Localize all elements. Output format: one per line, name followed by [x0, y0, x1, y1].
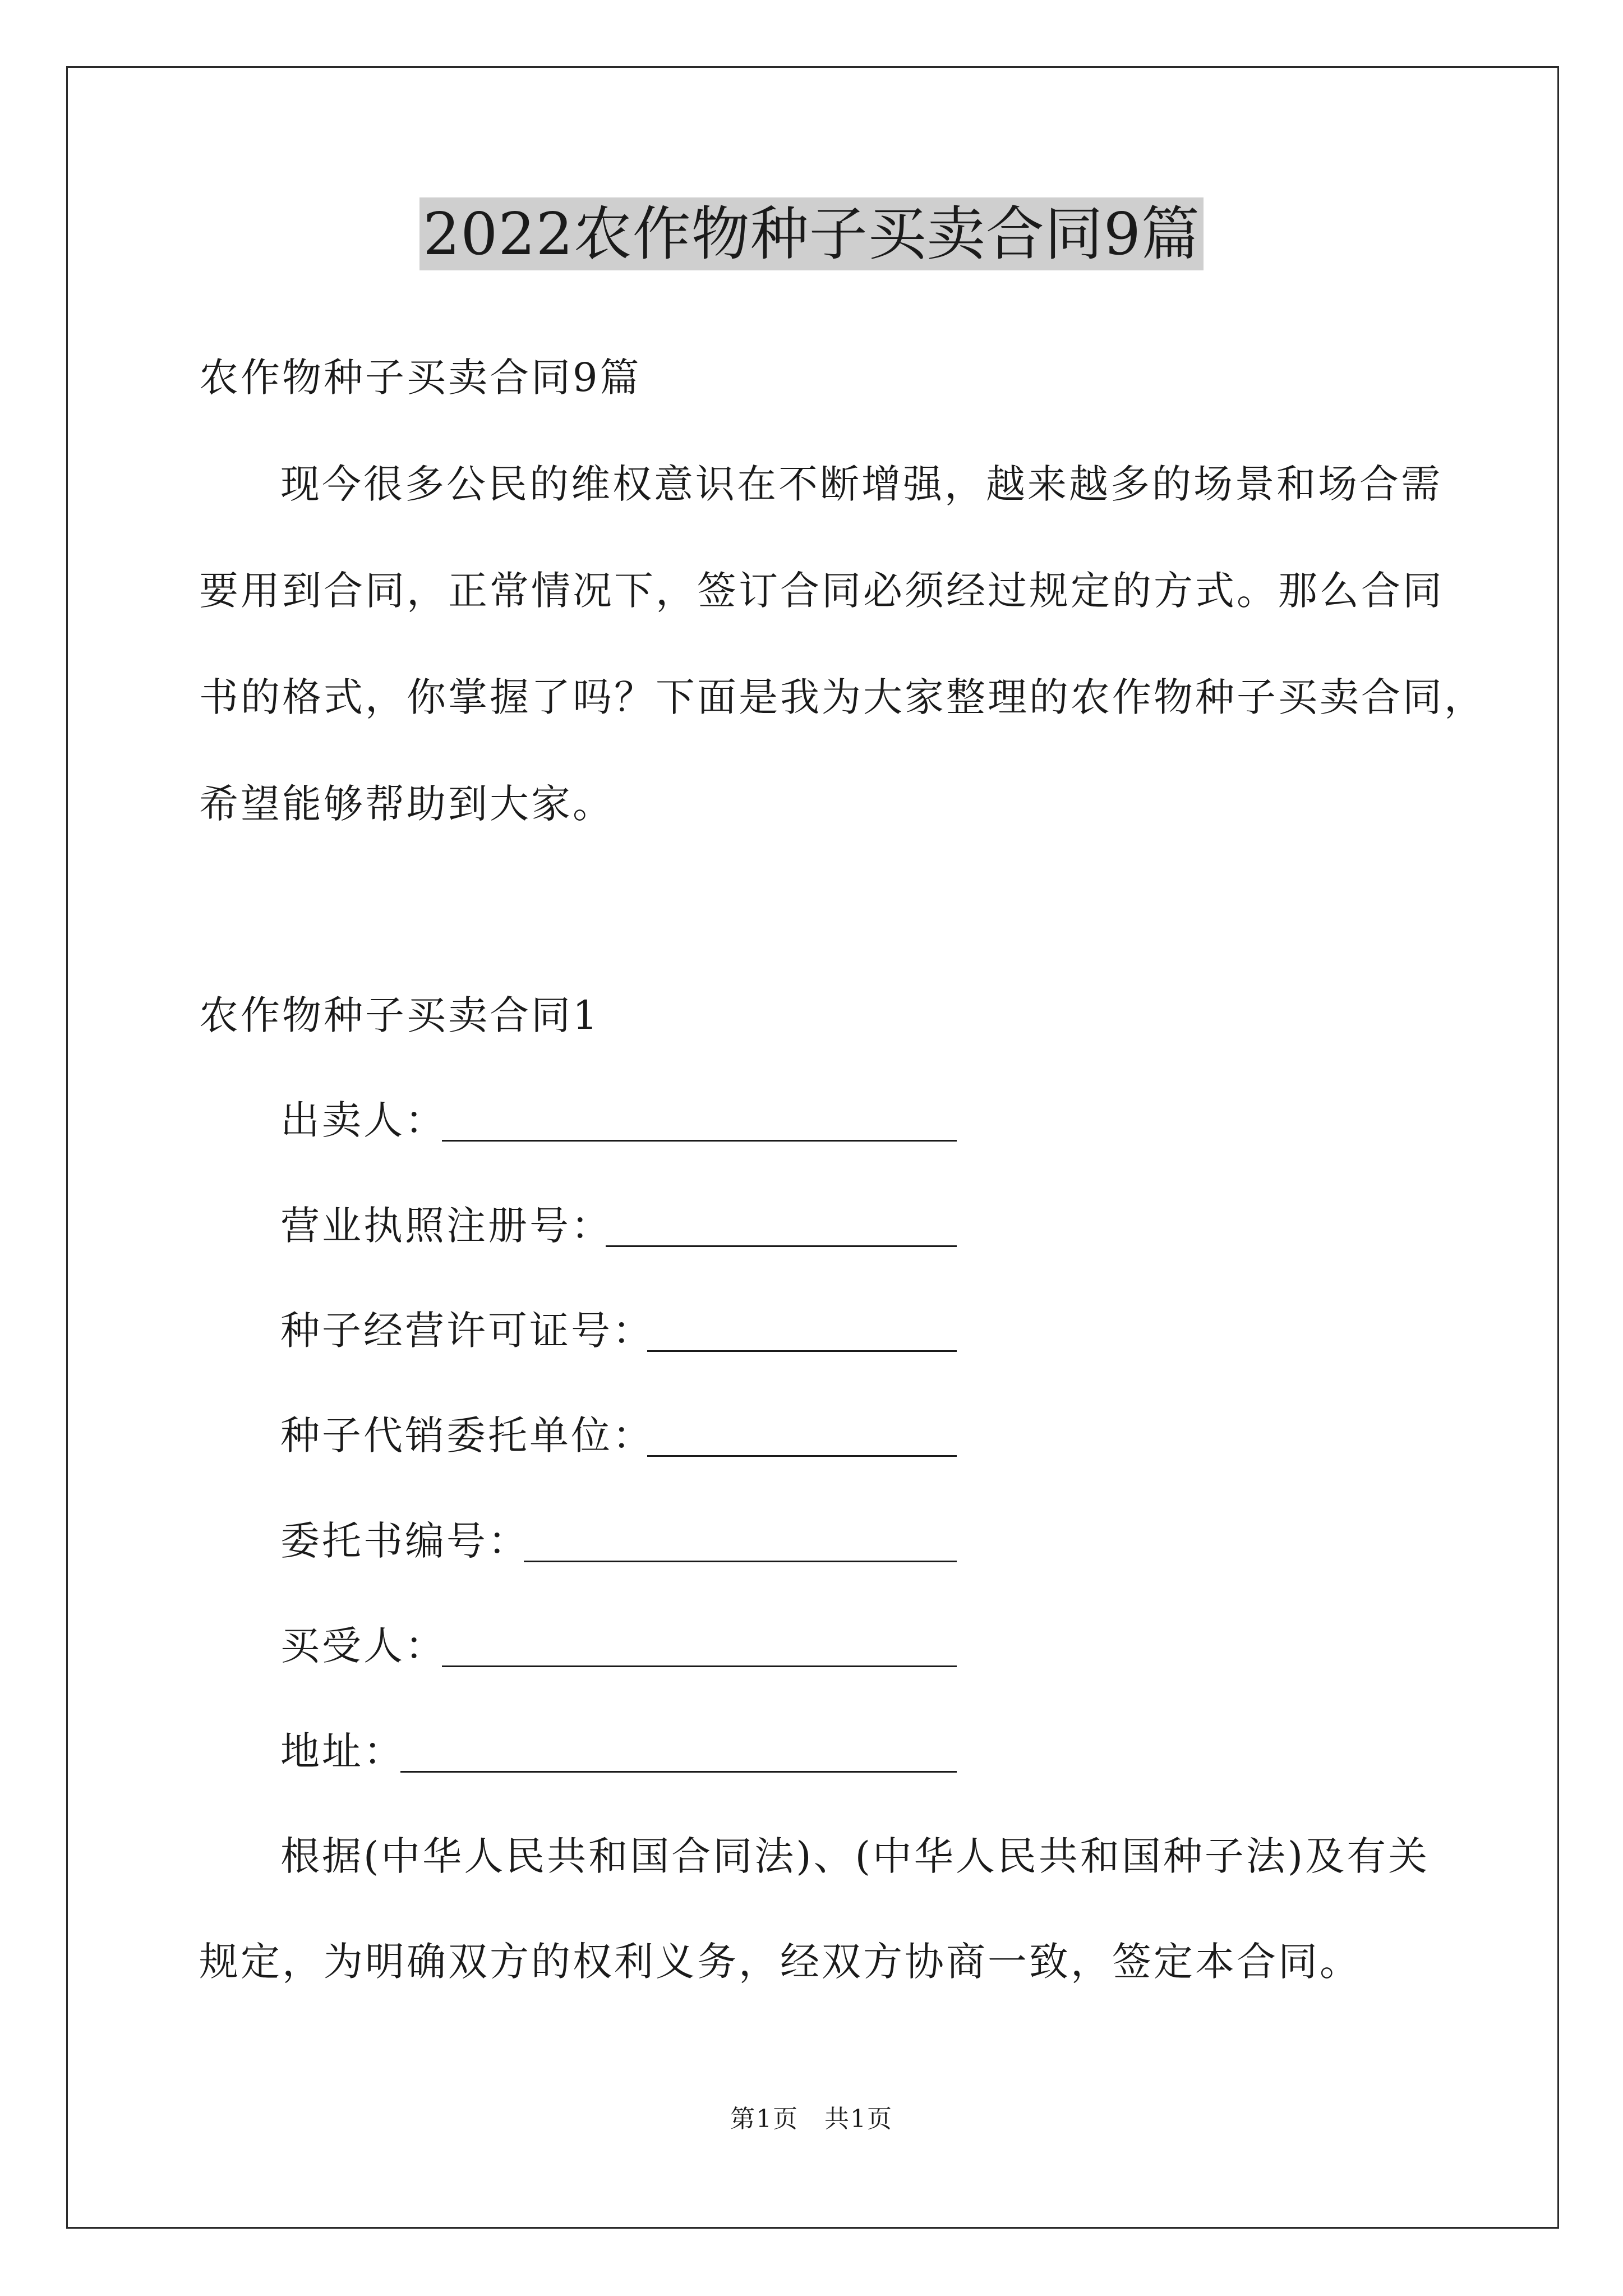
field-license-blank[interactable] [606, 1245, 957, 1247]
field-authorization-label: 委托书编号： [280, 1518, 529, 1564]
field-address-blank[interactable] [400, 1771, 957, 1773]
document-subtitle: 农作物种子买卖合同9篇 [199, 355, 642, 401]
field-seller-blank[interactable] [442, 1140, 957, 1142]
intro-line-3: 书的格式，你掌握了吗？下面是我为大家整理的农作物种子买卖合同， [199, 674, 1486, 720]
intro-line-4: 希望能够帮助到大家。 [199, 781, 614, 827]
field-agent-unit-label: 种子代销委托单位： [280, 1412, 654, 1458]
field-seed-permit-label: 种子经营许可证号： [280, 1308, 654, 1354]
intro-line-2: 要用到合同，正常情况下，签订合同必须经过规定的方式。那么合同 [199, 568, 1444, 614]
basis-line-2: 规定，为明确双方的权利义务，经双方协商一致，签定本合同。 [199, 1939, 1361, 1985]
field-address-label: 地址： [280, 1728, 405, 1774]
basis-line-1: 根据(中华人民共和国合同法)、(中华人民共和国种子法)及有关 [280, 1833, 1430, 1879]
field-seed-permit-blank[interactable] [647, 1350, 957, 1352]
field-authorization-blank[interactable] [524, 1561, 957, 1562]
field-agent-unit-blank[interactable] [647, 1455, 957, 1457]
field-buyer-label: 买受人： [280, 1623, 446, 1669]
intro-line-1: 现今很多公民的维权意识在不断增强，越来越多的场景和场合需 [280, 461, 1442, 507]
section-heading: 农作物种子买卖合同1 [199, 992, 600, 1038]
document-title: 2022农作物种子买卖合同9篇 [419, 197, 1204, 270]
field-buyer-blank[interactable] [442, 1665, 957, 1667]
field-seller-label: 出卖人： [280, 1097, 446, 1143]
title-container [0, 197, 1623, 270]
page-footer: 第1页 共1页 [730, 2105, 893, 2133]
field-license-label: 营业执照注册号： [280, 1203, 612, 1249]
